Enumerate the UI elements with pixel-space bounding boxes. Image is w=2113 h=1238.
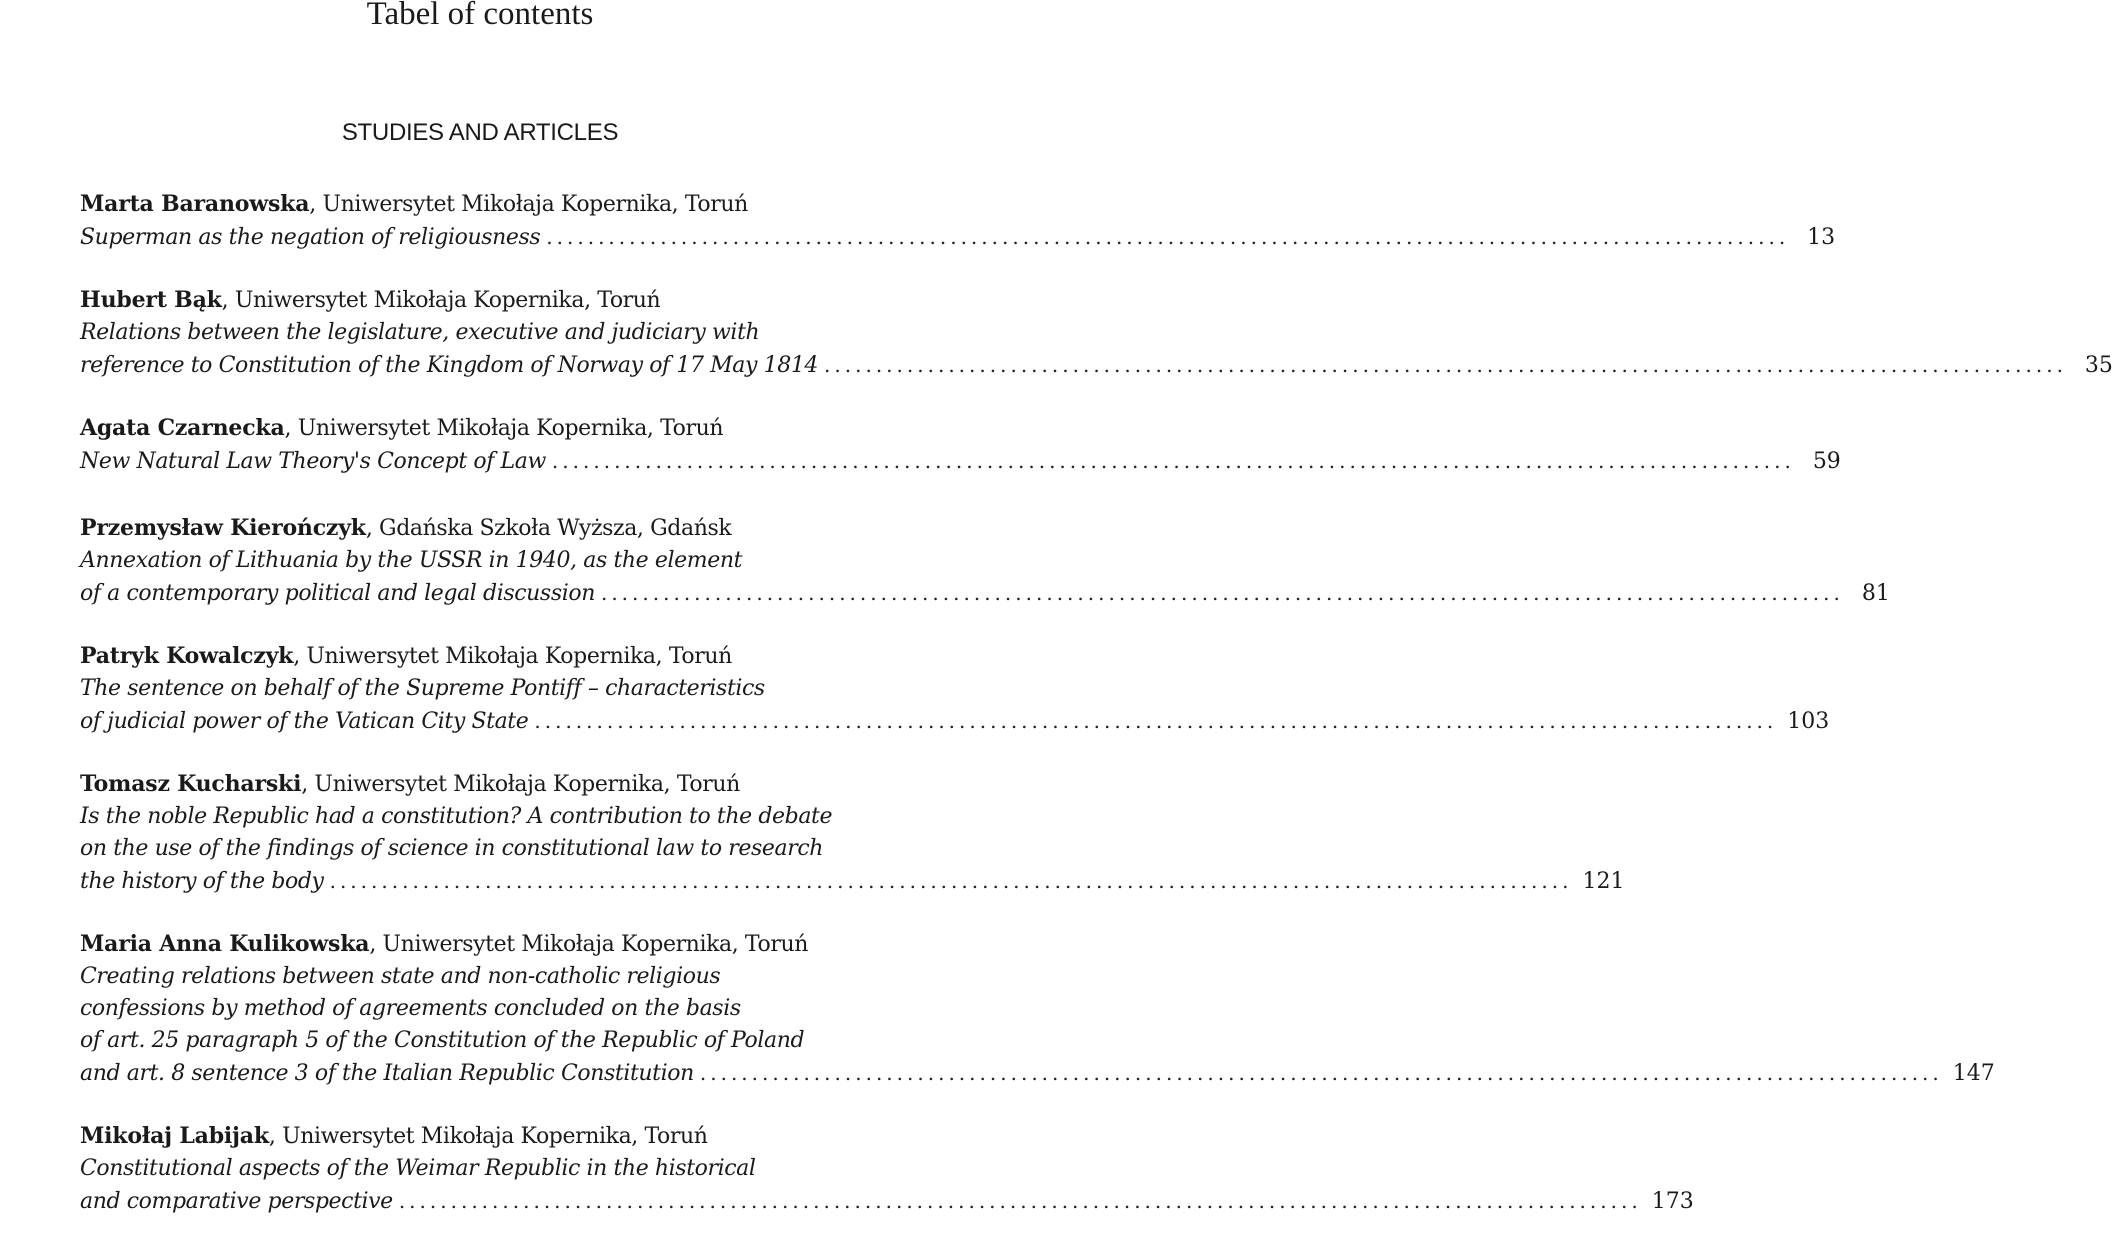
article-title-last-line (80, 1057, 1995, 1090)
article-title-text: and comparative perspective (80, 1189, 393, 1214)
author-line (80, 928, 958, 961)
author-affiliation: , Uniwersytet Mikołaja Kopernika, Toruń (369, 932, 808, 957)
author-line (80, 284, 958, 317)
article-title-last-line (80, 349, 2113, 382)
article-title-line: confessions by method of agreements concluded on the basis (80, 996, 741, 1021)
toc-entry[interactable] (80, 512, 1890, 610)
article-title-text: New Natural Law Theory's Concept of Law (80, 449, 546, 474)
author-name: Mikołaj Labijak (80, 1123, 269, 1149)
section-heading: STUDIES AND ARTICLES (341, 119, 619, 146)
article-title-last-line (80, 221, 1836, 254)
author-affiliation: , Uniwersytet Mikołaja Kopernika, Toruń (268, 1124, 708, 1149)
author-affiliation: , Uniwersytet Mikołaja Kopernika, Toruń (221, 288, 661, 313)
article-title-line: Relations between the legislature, executive and judiciary with (80, 320, 760, 345)
article-title-last-line (80, 445, 1841, 478)
page-number[interactable]: 35 (2084, 353, 2113, 378)
toc-entry[interactable] (80, 928, 1995, 1090)
article-title-line: Is the noble Republic had a constitution? A contribution to the debate (80, 804, 833, 829)
author-affiliation: , Uniwersytet Mikołaja Kopernika, Toruń (284, 416, 724, 441)
page-number[interactable]: 147 (1952, 1061, 1995, 1086)
author-affiliation: , Uniwersytet Mikołaja Kopernika, Toruń (301, 772, 740, 797)
author-name: Maria Anna Kulikowska (80, 931, 370, 957)
dot-leader: ........................................................................................................................ (551, 449, 1795, 473)
article-title-line: Creating relations between state and non-catholic religious (80, 964, 721, 989)
article-title-line: Constitutional aspects of the Weimar Republic in the historical (80, 1156, 756, 1181)
article-title-text: the history of the body (80, 869, 324, 894)
article-title-line: Annexation of Lithuania by the USSR in 1940, as the element (80, 548, 743, 573)
author-name: Marta Baranowska (80, 191, 310, 217)
author-name: Przemysław Kierończyk (80, 515, 366, 541)
author-line (80, 188, 958, 221)
article-title-text: Superman as the negation of religiousness (80, 225, 541, 250)
author-line (80, 768, 958, 801)
author-line (80, 640, 958, 673)
author-name: Hubert Bąk (80, 287, 222, 313)
page-number[interactable]: 103 (1787, 709, 1830, 734)
article-title-text: of judicial power of the Vatican City State (80, 709, 529, 734)
dot-leader: ........................................................................................................................ (398, 1189, 1642, 1213)
page-number[interactable]: 81 (1861, 581, 1890, 606)
dot-leader: ........................................................................................................................ (824, 353, 2067, 377)
author-affiliation: , Uniwersytet Mikołaja Kopernika, Toruń (309, 192, 748, 217)
author-line (80, 412, 958, 445)
toc-entry[interactable] (80, 284, 2113, 382)
author-line (80, 1120, 958, 1153)
author-name: Tomasz Kucharski (80, 771, 302, 797)
toc-entry[interactable] (80, 768, 1625, 898)
dot-leader: ........................................................................................................................ (699, 1061, 1943, 1085)
dot-leader: ........................................................................................................................ (546, 225, 1790, 249)
page-number[interactable]: 173 (1651, 1189, 1694, 1214)
page-number[interactable]: 13 (1807, 225, 1836, 250)
page-number[interactable]: 59 (1812, 449, 1841, 474)
page-title: Tabel of contents (366, 0, 594, 32)
article-title-last-line (80, 865, 1625, 898)
page-number[interactable]: 121 (1582, 869, 1625, 894)
article-title-last-line (80, 705, 1830, 738)
author-affiliation: , Gdańska Szkoła Wyższa, Gdańsk (365, 516, 732, 541)
article-title-last-line (80, 1185, 1694, 1218)
article-title-text: and art. 8 sentence 3 of the Italian Republic Constitution (80, 1061, 694, 1086)
toc-entry[interactable] (80, 640, 1830, 738)
author-name: Agata Czarnecka (80, 415, 285, 441)
dot-leader: ........................................................................................................................ (600, 581, 1844, 605)
author-affiliation: , Uniwersytet Mikołaja Kopernika, Toruń (293, 644, 732, 669)
toc-entry[interactable] (80, 188, 1836, 254)
article-title-line: The sentence on behalf of the Supreme Pontiff – characteristics (80, 676, 765, 701)
article-title-text: of a contemporary political and legal discussion (80, 581, 595, 606)
author-line (80, 512, 958, 545)
dot-leader: ........................................................................................................................ (329, 869, 1573, 893)
toc-entry[interactable] (80, 412, 1841, 478)
article-title-last-line (80, 577, 1890, 610)
article-title-line: of art. 25 paragraph 5 of the Constitution of the Republic of Poland (80, 1028, 805, 1053)
dot-leader: ........................................................................................................................ (534, 709, 1778, 733)
author-name: Patryk Kowalczyk (80, 643, 294, 669)
toc-entry[interactable] (80, 1120, 1694, 1218)
article-title-line: on the use of the findings of science in constitutional law to research (80, 836, 824, 861)
article-title-text: reference to Constitution of the Kingdom of Norway of 17 May 1814 (80, 353, 819, 378)
